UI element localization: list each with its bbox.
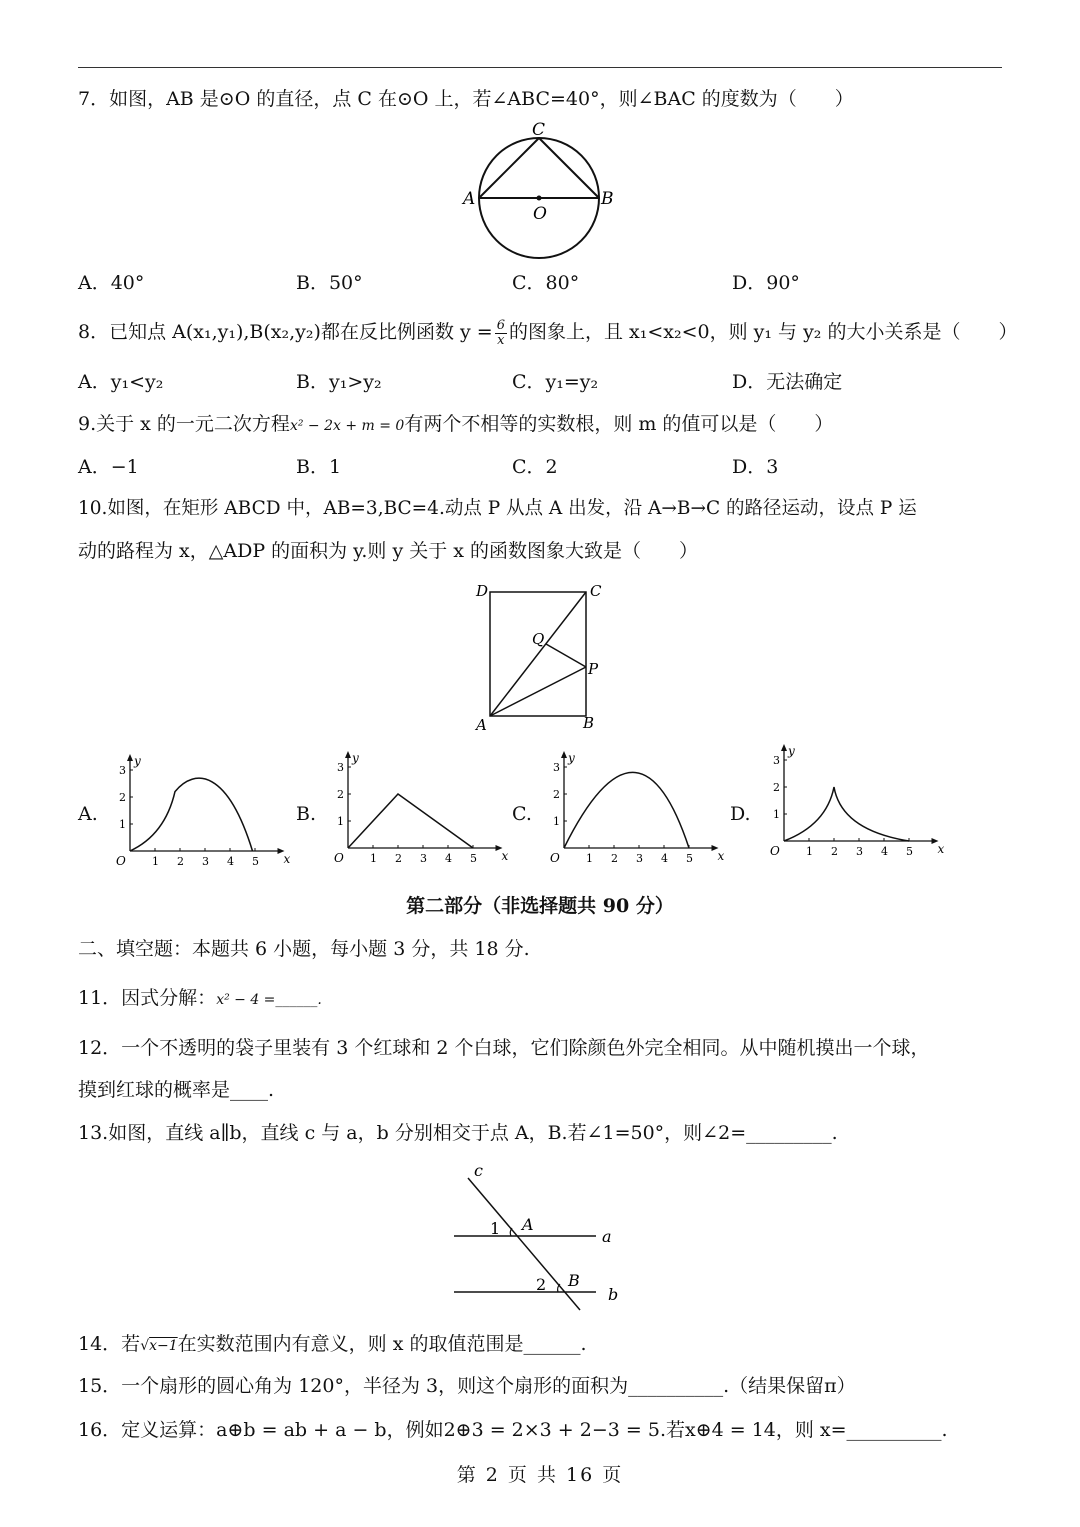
section2-title: 第二部分（非选择题共 90 分） [406,895,674,917]
q8-stem-post: 的图象上，且 x₁<x₂<0，则 y₁ 与 y₂ 的大小关系是（ ） [508,321,1018,343]
q7-label-o: O [533,204,547,224]
x-axis-label: x [283,852,291,866]
q7-option-c: C．80° [512,272,580,294]
svg-text:a: a [602,1227,612,1246]
q15: 15．一个扇形的圆心角为 120°，半径为 3，则这个扇形的面积为__________.（结果保留π） [78,1375,856,1397]
q8-option-c: C．y₁=y₂ [512,371,599,393]
y-tick-label: 1 [773,808,780,821]
y-tick-label: 2 [553,788,560,801]
origin-label: O [116,854,126,868]
q7-option-d: D．90° [732,272,800,294]
y-tick-label: 3 [553,761,560,774]
q8-stem-pre: 8．已知点 A(x₁,y₁),B(x₂,y₂)都在反比例函数 y = [78,321,493,343]
x-tick-label: 4 [881,845,888,858]
x-axis-label: x [937,842,945,856]
q10-graph-b [330,751,509,872]
q11: 11．因式分解：x² − 4 =______. [78,987,322,1009]
q9-option-c: C．2 [512,456,558,478]
q8-option-d: D．无法确定 [732,371,843,393]
svg-text:P: P [588,660,599,678]
q8-option-b: B．y₁>y₂ [296,371,382,393]
y-tick-label: 1 [119,818,126,831]
function-curve [130,778,253,851]
q10-stem-line2: 动的路程为 x，△ADP 的面积为 y.则 y 关于 x 的函数图象大致是（ ） [78,540,699,562]
q9-stem: 9.关于 x 的一元二次方程x² − 2x + m = 0有两个不相等的实数根，则 m 的值可以是（ ） [78,413,834,435]
q14-radicand: x−1 [149,1338,178,1354]
q10-graph-label-c: C. [512,803,532,825]
function-curve [564,772,689,848]
x-tick-label: 5 [906,845,913,858]
origin-label: O [770,844,780,858]
q9-option-b: B．1 [296,456,342,478]
q8-fraction: $\frac{6}{x}$ [496,317,505,348]
svg-text:A: A [522,1215,534,1234]
svg-text:Q: Q [532,630,545,648]
header-rule [78,67,1002,68]
x-tick-label: 5 [470,852,477,865]
y-axis-arrow [345,751,351,758]
y-axis-label: y [134,754,141,768]
origin-label: O [550,851,560,865]
y-axis-arrow [561,751,567,758]
svg-text:b: b [608,1285,619,1304]
q7-stem: 7．如图，AB 是⊙O 的直径，点 C 在⊙O 上，若∠ABC=40°，则∠BAC 的度数为（ ） [78,88,854,110]
y-axis-label: y [568,751,575,765]
q12-line1: 12．一个不透明的袋子里装有 3 个红球和 2 个白球，它们除颜色外完全相同。从中随机摸出一个球， [78,1037,930,1059]
q10-graph-label-b: B. [296,803,317,825]
q10-graph-label-d: D. [730,803,751,825]
q8-stem [78,318,1017,348]
svg-text:2: 2 [536,1275,547,1294]
x-tick-label: 2 [611,852,618,865]
q10-graph-c [546,751,725,872]
x-tick-label: 4 [227,855,234,868]
x-tick-label: 1 [152,855,159,868]
q7-label-c: C [532,120,546,140]
x-axis-label: x [501,849,509,863]
y-axis-label: y [352,751,359,765]
y-axis-label: y [788,744,795,758]
x-tick-label: 3 [856,845,863,858]
x-tick-label: 2 [395,852,402,865]
svg-text:c: c [474,1161,483,1180]
y-axis-arrow [127,754,133,761]
svg-text:D: D [476,582,489,600]
q10-graph-d [766,745,956,870]
x-tick-label: 1 [370,852,377,865]
x-tick-label: 4 [445,852,452,865]
x-tick-label: 3 [202,855,209,868]
svg-text:1: 1 [490,1219,501,1238]
q12-line2: 摸到红球的概率是____. [78,1079,275,1101]
q10-graph-a [112,754,291,875]
fill-in-header: 二、填空题：本题共 6 小题，每小题 3 分，共 18 分. [78,938,530,960]
x-tick-label: 5 [686,852,693,865]
origin-label: O [334,851,344,865]
x-tick-label: 5 [252,855,259,868]
x-tick-label: 1 [586,852,593,865]
y-tick-label: 2 [773,781,780,794]
q10-rectangle-figure [470,580,610,735]
q13-stem: 13.如图，直线 a∥b，直线 c 与 a，b 分别相交于点 A，B.若∠1=50°，则∠2=_________. [78,1122,838,1144]
x-tick-label: 4 [661,852,668,865]
q10-graph-label-a: A. [78,803,98,825]
y-tick-label: 3 [773,754,780,767]
svg-text:A: A [476,716,487,734]
q7-option-b: B．50° [296,272,363,294]
svg-text:B: B [583,714,595,732]
x-axis-label: x [717,849,725,863]
q10-stem-line1: 10.如图，在矩形 ABCD 中，AB=3,BC=4.动点 P 从点 A 出发，沿 A→B→C 的路径运动，设点 P 运 [78,498,917,519]
page-footer: 第 2 页 共 16 页 [456,1464,624,1486]
q9-equation: x² − 2x + m = 0 [289,418,405,434]
q16: 16．定义运算：a⊕b = ab + a − b，例如2⊕3 = 2×3 + 2−3 = 5.若x⊕4 = 14，则 x=__________. [78,1419,948,1441]
q14: 14．若√x−1在实数范围内有意义，则 x 的取值范围是______. [78,1333,587,1355]
y-tick-label: 1 [337,815,344,828]
q8-option-a: A．y₁<y₂ [78,371,164,393]
y-tick-label: 1 [553,815,560,828]
function-curve [784,787,909,841]
svg-text:C: C [590,582,602,600]
q7-label-a: A [463,189,476,209]
x-tick-label: 1 [806,845,813,858]
x-tick-label: 3 [636,852,643,865]
y-tick-label: 3 [337,761,344,774]
y-tick-label: 2 [337,788,344,801]
y-tick-label: 3 [119,764,126,777]
q13-parallel-lines-figure [440,1158,640,1308]
q9-option-a: A．−1 [78,456,139,478]
x-tick-label: 2 [831,845,838,858]
q7-option-a: A．40° [78,272,145,294]
q9-option-d: D．3 [732,456,779,478]
function-curve [348,794,473,848]
x-tick-label: 2 [177,855,184,868]
y-axis-arrow [781,744,787,751]
x-tick-label: 3 [420,852,427,865]
q7-label-b: B [601,189,614,209]
q7-circle-figure [460,118,620,268]
svg-text:B: B [568,1271,580,1290]
y-tick-label: 2 [119,791,126,804]
